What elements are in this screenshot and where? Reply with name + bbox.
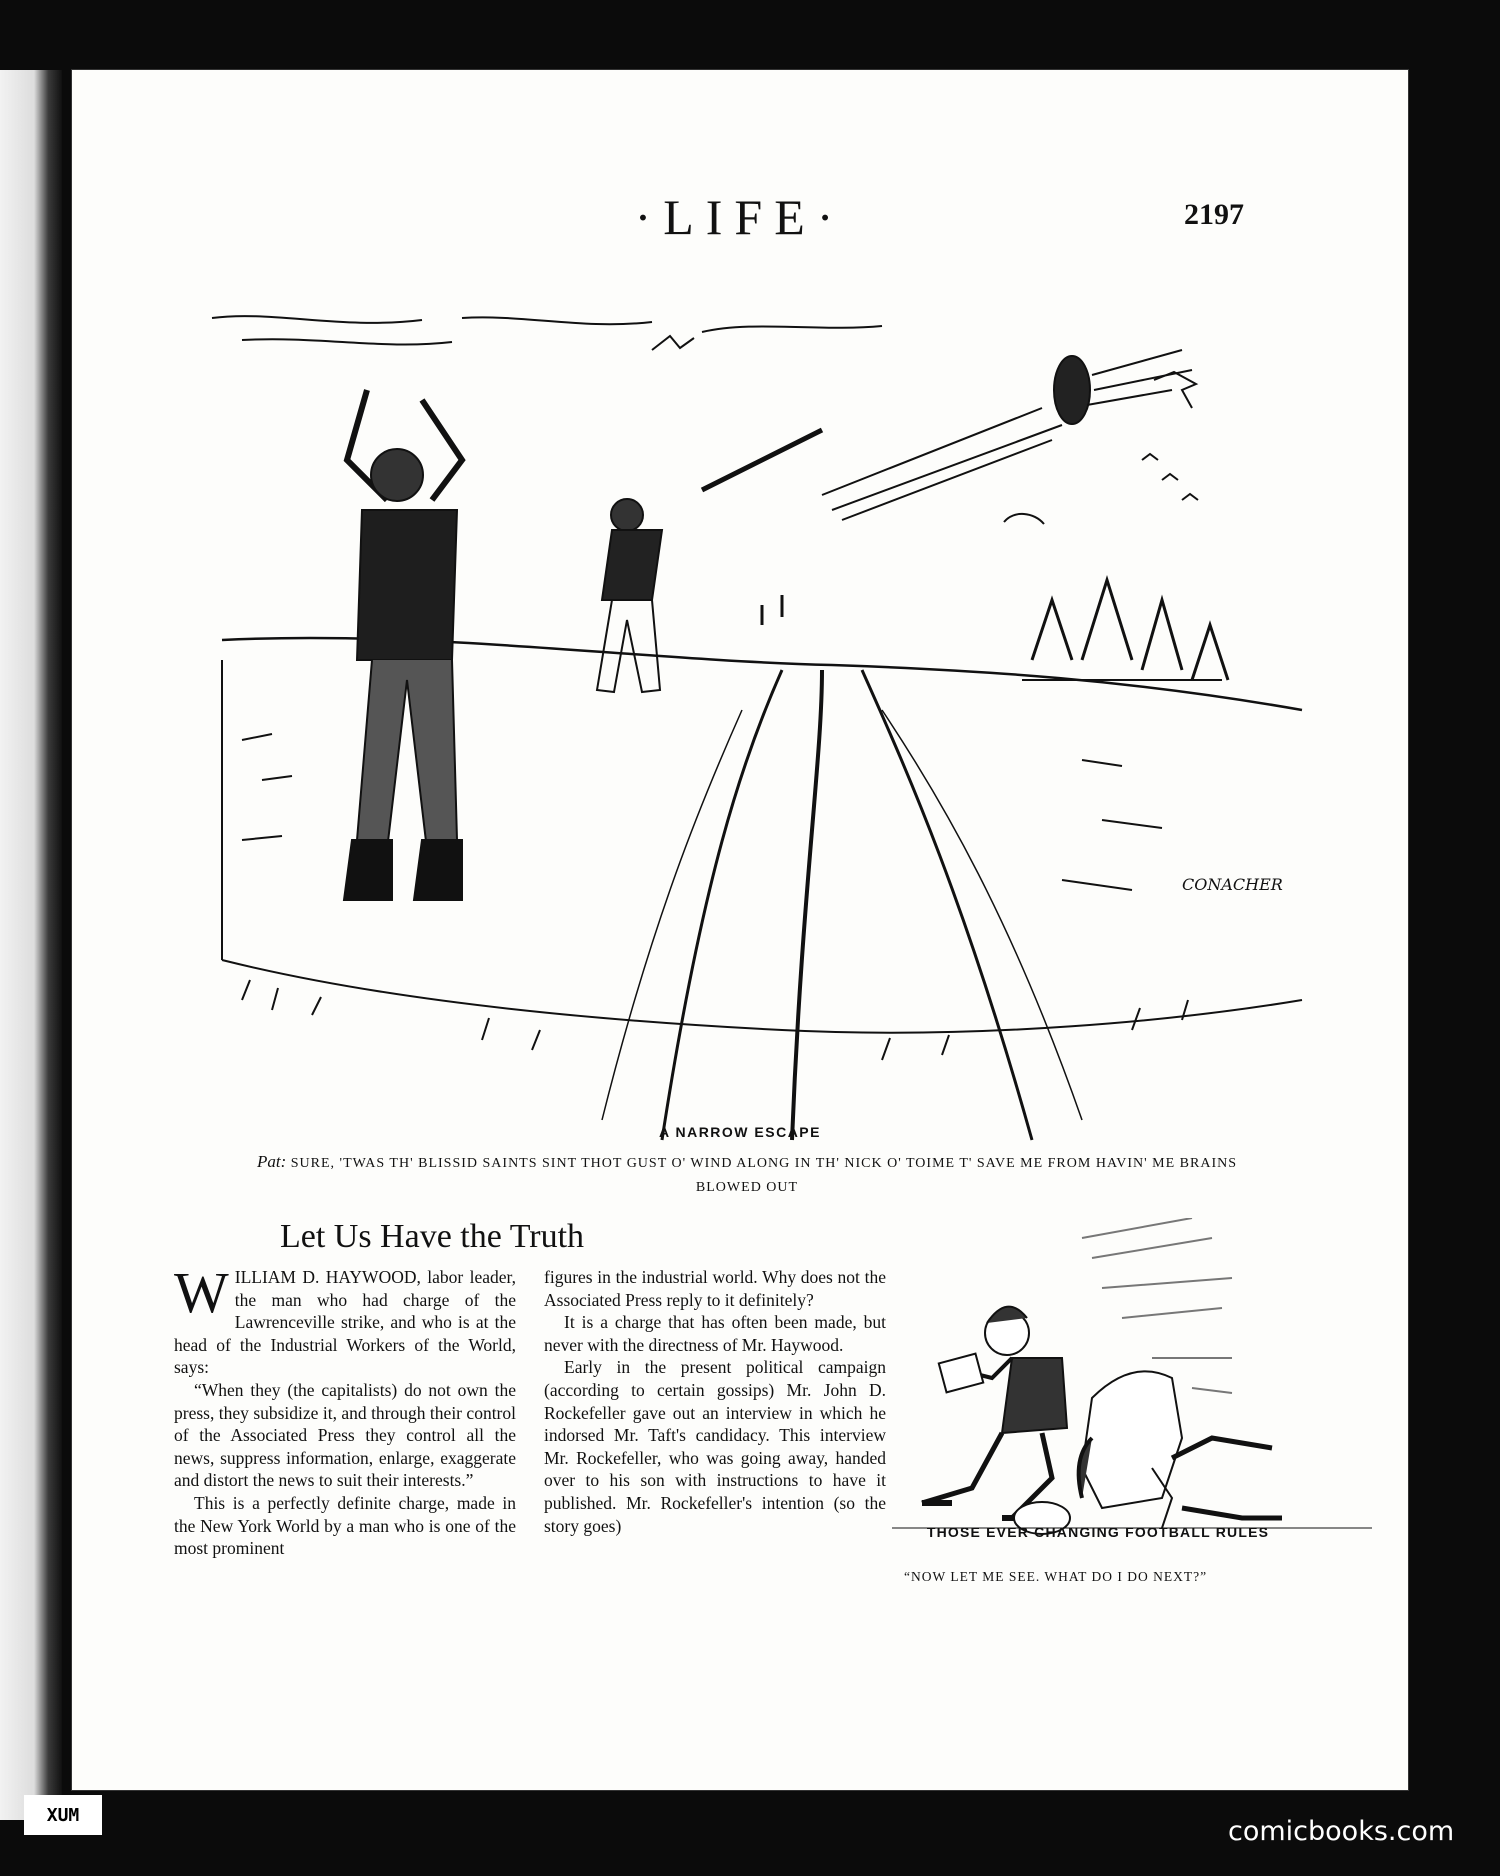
article-paragraph: Early in the present political campaign (according to certain gossips) Mr. John D. Rockefeller gave out an interview in which he indorsed Mr. Taft's candidacy. This interview Mr. Rockefeller, who was going away, handed over to his son with instructions to have it published. Mr. Rockefeller's intention (so the story goes) (544, 1357, 886, 1536)
narrow-escape-illustration (182, 240, 1312, 1180)
page-number: 2197 (1184, 198, 1244, 231)
article-title: Let Us Have the Truth (279, 1218, 585, 1255)
football-illustration (892, 1218, 1392, 1568)
football-caption-quote: “NOW LET ME SEE. WHAT DO I DO NEXT?” (904, 1569, 1208, 1584)
caption-speaker: Pat: (256, 1152, 287, 1171)
cartoon-caption-text (252, 1150, 1242, 1200)
article-paragraph: figures in the industrial world. Why does not the Associated Press reply to it definitely? (544, 1267, 886, 1310)
article-paragraph: “When they (the capitalists) do not own the press, they subsidize it, and through their control of the Associated Press they control all the news, suppress information, enlarge, exaggerate and distort the news to suit their interests.” (174, 1379, 516, 1491)
article-paragraph: This is a perfectly definite charge, made in the New York World by a man who is one of the most prominent (174, 1492, 516, 1559)
article-column-1 (174, 1260, 516, 1560)
watermark: comicbooks.com (1228, 1816, 1455, 1847)
masthead: ·LIFE· (634, 189, 846, 245)
article-paragraph: It is a charge that has often been made, but never with the directness of Mr. Haywood. (544, 1312, 886, 1355)
article-column-2 (544, 1266, 886, 1537)
magazine-page (72, 70, 1408, 1790)
svg-text:CONACHER: CONACHER (1182, 875, 1283, 894)
cartoon-caption-title: A NARROW ESCAPE (659, 1124, 821, 1140)
football-caption-title: THOSE EVER CHANGING FOOTBALL RULES (926, 1524, 1270, 1540)
article-paragraph: WILLIAM D. HAYWOOD, labor leader, the man who had charge of the Lawrenceville strike, and who is at the head of the Industrial Workers of the World, says: (174, 1260, 516, 1378)
drop-cap: W (174, 1260, 229, 1325)
caption-dialogue: SURE, 'TWAS TH' BLISSID SAINTS SINT THOT GUST O' WIND ALONG IN TH' NICK O' TOIME T' SAVE ME FROM HAVIN' ME BRAINS BLOWED OUT (290, 1156, 1237, 1195)
binding-edge (0, 70, 62, 1820)
scan-tag: XUM (24, 1795, 102, 1835)
